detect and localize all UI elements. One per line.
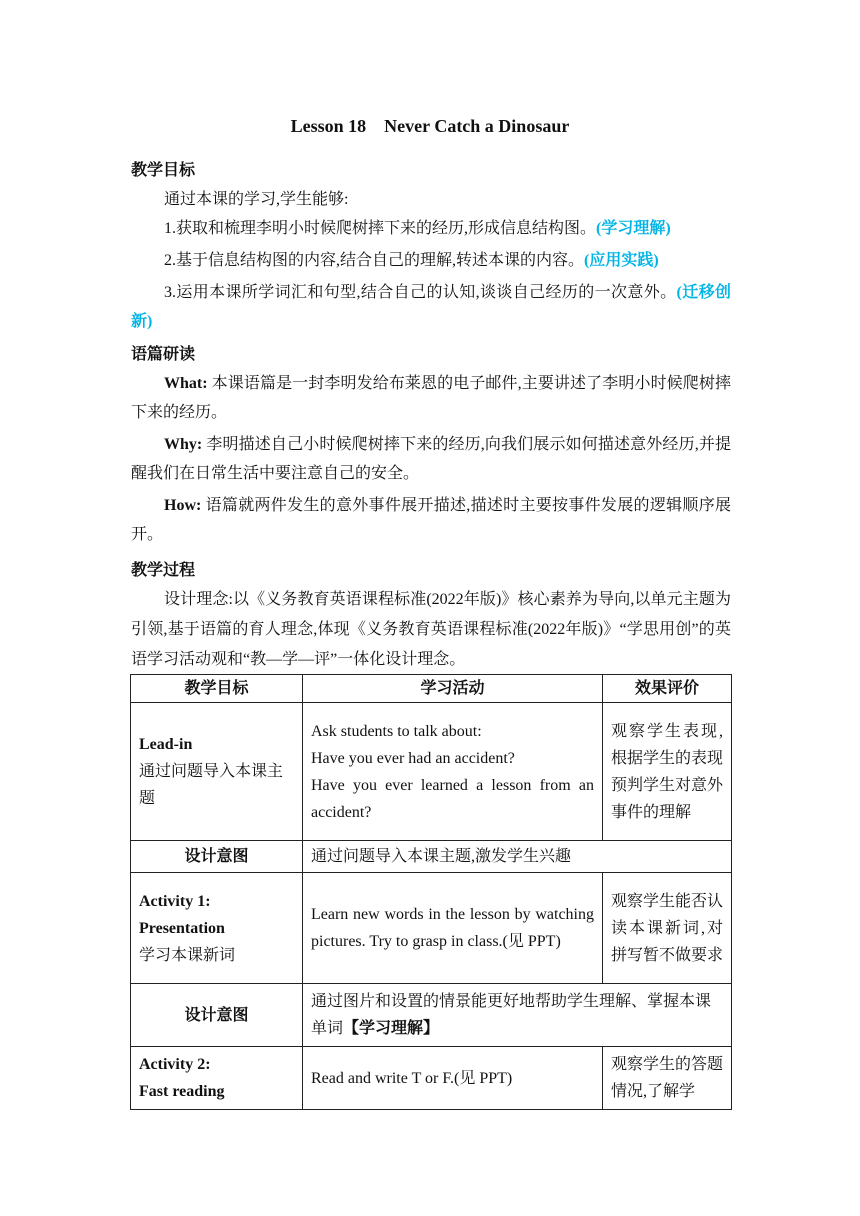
goal-tag-3: (迁移创新): [131, 284, 731, 330]
table-row: [131, 841, 732, 873]
row3-activity: Read and write T or F.(见 PPT): [303, 1047, 603, 1110]
row3-goal: Activity 2: Fast reading: [131, 1047, 303, 1110]
intent1-label: 设计意图: [131, 841, 303, 873]
header-activity: 学习活动: [303, 675, 603, 703]
row1-activity: Ask students to talk about: Have you ever had an accident? Have you ever learned a lesson from an accident?: [303, 703, 603, 841]
table-row: [131, 1047, 732, 1110]
table-header-row: [131, 675, 732, 703]
analysis-how: How: 语篇就两件发生的意外事件展开描述,描述时主要按事件发展的逻辑顺序展开。: [131, 497, 731, 543]
goal-item-3: 3.运用本课所学词汇和句型,结合自己的认知,谈谈自己经历的一次意外。(迁移创新): [131, 284, 731, 330]
goal-item-1: 1.获取和梳理李明小时候爬树摔下来的经历,形成信息结构图。(学习理解): [164, 220, 671, 237]
section-heading-process: 教学过程: [131, 562, 196, 579]
process-concept: 设计理念:以《义务教育英语课程标准(2022年版)》核心素养为导向,以单元主题为引领,基于语篇的育人理念,体现《义务教育英语课程标准(2022年版)》“学思用创”的英语学习活动观和“教—学—评”一体化设计理念。: [131, 591, 731, 668]
intent2-tag: 【学习理解】: [343, 1020, 440, 1037]
analysis-why: Why: 李明描述自己小时候爬树摔下来的经历,向我们展示如何描述意外经历,并提醒我们在日常生活中要注意自己的安全。: [131, 436, 731, 482]
intent2-label: 设计意图: [131, 984, 303, 1047]
goals-intro: 通过本课的学习,学生能够:: [164, 191, 349, 208]
header-goal: 教学目标: [131, 675, 303, 703]
analysis-what: What: 本课语篇是一封李明发给布莱恩的电子邮件,主要讲述了李明小时候爬树摔下来的经历。: [131, 375, 731, 421]
section-heading-goals: 教学目标: [131, 162, 196, 179]
row3-eval: 观察学生的答题情况,了解学: [603, 1047, 732, 1110]
row2-eval: 观察学生能否认读本课新词,对拼写暂不做要求: [603, 873, 732, 984]
goal-tag-1: (学习理解): [596, 220, 671, 237]
row1-eval: 观察学生表现,根据学生的表现预判学生对意外事件的理解: [603, 703, 732, 841]
lesson-plan-table: [130, 674, 732, 1110]
lesson-title: Lesson 18 Never Catch a Dinosaur: [290, 116, 570, 136]
table-row: [131, 873, 732, 984]
goal-item-2: 2.基于信息结构图的内容,结合自己的理解,转述本课的内容。(应用实践): [164, 252, 659, 269]
table-row: [131, 984, 732, 1047]
section-heading-analysis: 语篇研读: [131, 346, 196, 363]
header-eval: 效果评价: [603, 675, 732, 703]
table-row: [131, 703, 732, 841]
intent2-text: 通过图片和设置的情景能更好地帮助学生理解、掌握本课单词【学习理解】: [303, 984, 732, 1047]
row2-goal: Activity 1: Presentation 学习本课新词: [131, 873, 303, 984]
row1-goal: Lead-in 通过问题导入本课主题: [131, 703, 303, 841]
row2-activity: Learn new words in the lesson by watching pictures. Try to grasp in class.(见 PPT): [303, 873, 603, 984]
goal-tag-2: (应用实践): [584, 252, 659, 269]
intent1-text: 通过问题导入本课主题,激发学生兴趣: [303, 841, 732, 873]
